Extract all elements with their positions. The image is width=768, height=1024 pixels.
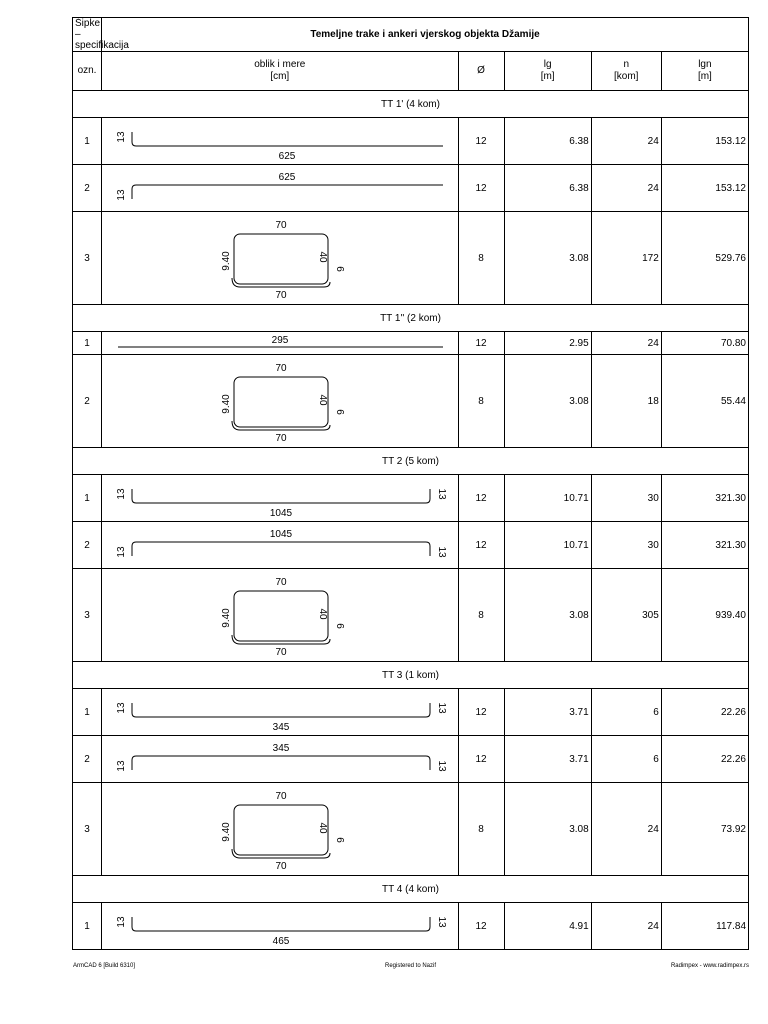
cell-n: 6: [591, 736, 661, 783]
stirrup-width-top-label: 70: [275, 577, 287, 588]
cell-lg: 10.71: [504, 475, 591, 522]
cell-ozn: 1: [73, 475, 102, 522]
cell-n: 172: [591, 212, 661, 305]
col-header-lgn-unit: [m]: [697, 71, 712, 82]
cell-lg: 4.91: [504, 903, 591, 950]
group-title: TT 1' (4 kom): [73, 91, 749, 118]
group-title: TT 2 (5 kom): [73, 448, 749, 475]
stirrup-outline: [234, 234, 328, 284]
cell-lgn: 22.26: [661, 736, 748, 783]
bar-line: [132, 756, 430, 770]
hook-left-label: 13: [116, 488, 128, 500]
stirrup-outline: [234, 805, 328, 855]
sheet-title: Temeljne trake i ankeri vjerskog objekta Džamije: [102, 18, 749, 52]
hook-right-label: 13: [436, 546, 448, 558]
group-header-row: [73, 448, 749, 475]
cell-lgn: 55.44: [661, 355, 748, 448]
bar-shape-drawing: [102, 118, 458, 164]
bar-length-label: 1045: [269, 529, 293, 540]
cell-lg: 3.08: [504, 569, 591, 662]
stirrup-height-left-label: 9.40: [221, 822, 233, 842]
table-row: [73, 689, 749, 736]
cell-lg: 3.08: [504, 783, 591, 876]
cell-n: 18: [591, 355, 661, 448]
stirrup-height-right-label: 40: [317, 394, 329, 406]
footer-vendor: Radimpex - www.radimpex.rs: [670, 963, 749, 969]
col-header-diameter: Ø: [458, 52, 504, 91]
bar-shape-drawing: [102, 355, 458, 447]
table-row: [73, 355, 749, 448]
cell-lg: 3.71: [504, 689, 591, 736]
table-row: [73, 475, 749, 522]
table-row: [73, 783, 749, 876]
cell-lgn: 153.12: [661, 118, 748, 165]
hook-right-label: 13: [436, 760, 448, 772]
table-row: [73, 522, 749, 569]
group-header-row: [73, 876, 749, 903]
col-header-n-label: n: [623, 59, 630, 70]
hook-right-label: 13: [436, 488, 448, 500]
table-row: [73, 903, 749, 950]
bar-shape-drawing: [102, 903, 458, 949]
cell-lg: 3.08: [504, 355, 591, 448]
hook-length-label: 13: [116, 189, 128, 201]
specification-sheet: [72, 17, 749, 950]
column-header-row: [73, 52, 749, 91]
cell-lgn: 73.92: [661, 783, 748, 876]
sheet-label: Šipke – specifikacija: [73, 18, 102, 52]
cell-lg: 6.38: [504, 118, 591, 165]
stirrup-hook-label: 6: [334, 623, 346, 629]
cell-shape: [102, 332, 458, 355]
stirrup-height-left-label: 9.40: [221, 608, 233, 628]
bar-line: [132, 703, 430, 717]
cell-lg: 10.71: [504, 522, 591, 569]
cell-n: 30: [591, 522, 661, 569]
stirrup-hook-label: 6: [334, 266, 346, 272]
bar-line: [132, 185, 443, 199]
col-header-lgn: [661, 52, 748, 91]
cell-lgn: 117.84: [661, 903, 748, 950]
stirrup-width-bottom-label: 70: [275, 647, 287, 658]
bar-shape-drawing: [102, 736, 458, 782]
stirrup-width-bottom-label: 70: [275, 861, 287, 872]
cell-diameter: 12: [458, 332, 504, 355]
bar-shape-drawing: [102, 522, 458, 568]
stirrup-width-top-label: 70: [275, 220, 287, 231]
table-row: [73, 569, 749, 662]
bar-length-label: 345: [272, 743, 290, 754]
stirrup-height-left-label: 9.40: [221, 251, 233, 271]
bar-shape-drawing: [102, 689, 458, 735]
cell-diameter: 12: [458, 165, 504, 212]
cell-ozn: 2: [73, 736, 102, 783]
cell-diameter: 12: [458, 736, 504, 783]
stirrup-width-top-label: 70: [275, 791, 287, 802]
hook-left-label: 13: [116, 760, 128, 772]
stirrup-outline: [234, 591, 328, 641]
stirrup-height-right-label: 40: [317, 608, 329, 620]
stirrup-hook-label: 6: [334, 409, 346, 415]
cell-lgn: 321.30: [661, 522, 748, 569]
cell-lgn: 153.12: [661, 165, 748, 212]
col-header-ozn: ozn.: [73, 52, 102, 91]
table-row: [73, 118, 749, 165]
bar-length-label: 345: [272, 722, 290, 733]
cell-ozn: 2: [73, 165, 102, 212]
group-title: TT 3 (1 kom): [73, 662, 749, 689]
col-header-n-unit: [kom]: [614, 71, 639, 82]
bar-line: [132, 542, 430, 556]
bar-shape-drawing: [102, 569, 458, 661]
bar-line: [132, 917, 430, 931]
stirrup-width-bottom-label: 70: [275, 290, 287, 301]
cell-lgn: 321.30: [661, 475, 748, 522]
bar-shape-drawing: [102, 783, 458, 875]
col-header-shape: [102, 52, 458, 91]
table-row: [73, 332, 749, 355]
cell-shape: [102, 903, 458, 950]
cell-diameter: 12: [458, 118, 504, 165]
cell-diameter: 12: [458, 522, 504, 569]
group-header-row: [73, 91, 749, 118]
cell-shape: [102, 736, 458, 783]
bar-specification-table: [72, 17, 749, 950]
group-header-row: [73, 305, 749, 332]
cell-ozn: 1: [73, 118, 102, 165]
hook-left-label: 13: [116, 916, 128, 928]
cell-diameter: 12: [458, 689, 504, 736]
stirrup-overlap: [232, 421, 330, 430]
bar-shape-drawing: [102, 212, 458, 304]
cell-n: 305: [591, 569, 661, 662]
cell-ozn: 1: [73, 903, 102, 950]
cell-lg: 3.08: [504, 212, 591, 305]
cell-shape: [102, 212, 458, 305]
cell-diameter: 12: [458, 903, 504, 950]
table-row: [73, 165, 749, 212]
hook-left-label: 13: [116, 546, 128, 558]
hook-length-label: 13: [116, 131, 128, 143]
stirrup-height-right-label: 40: [317, 251, 329, 263]
bar-shape-drawing: [102, 475, 458, 521]
hook-right-label: 13: [436, 916, 448, 928]
cell-ozn: 1: [73, 689, 102, 736]
cell-shape: [102, 165, 458, 212]
footer-software: ArmCAD 6 [Build 6310]: [73, 963, 136, 969]
cell-lgn: 22.26: [661, 689, 748, 736]
col-header-shape-unit: [cm]: [270, 71, 290, 82]
stirrup-overlap: [232, 849, 330, 858]
stirrup-overlap: [232, 635, 330, 644]
bar-length-label: 625: [278, 172, 296, 183]
bar-line: [132, 489, 430, 503]
cell-shape: [102, 118, 458, 165]
col-header-lg-unit: [m]: [540, 71, 555, 82]
cell-n: 24: [591, 332, 661, 355]
cell-diameter: 8: [458, 355, 504, 448]
stirrup-height-left-label: 9.40: [221, 394, 233, 414]
group-title: TT 4 (4 kom): [73, 876, 749, 903]
table-row: [73, 736, 749, 783]
stirrup-hook-label: 6: [334, 837, 346, 843]
cell-n: 24: [591, 118, 661, 165]
col-header-shape-label: oblik i mere: [254, 59, 306, 70]
stirrup-overlap: [232, 278, 330, 287]
bar-length-label: 295: [271, 335, 289, 346]
bar-line: [132, 132, 443, 146]
hook-left-label: 13: [116, 702, 128, 714]
cell-ozn: 2: [73, 355, 102, 448]
cell-ozn: 1: [73, 332, 102, 355]
cell-diameter: 8: [458, 212, 504, 305]
cell-shape: [102, 522, 458, 569]
stirrup-outline: [234, 377, 328, 427]
footer-registration: Registered to Nazif: [385, 963, 437, 969]
col-header-n: [591, 52, 661, 91]
cell-ozn: 2: [73, 522, 102, 569]
col-header-lgn-label: lgn: [698, 59, 712, 70]
cell-n: 30: [591, 475, 661, 522]
cell-shape: [102, 783, 458, 876]
cell-lgn: 939.40: [661, 569, 748, 662]
cell-n: 24: [591, 783, 661, 876]
stirrup-height-right-label: 40: [317, 822, 329, 834]
cell-shape: [102, 569, 458, 662]
cell-shape: [102, 475, 458, 522]
cell-diameter: 8: [458, 569, 504, 662]
bar-length-label: 465: [272, 936, 290, 947]
cell-diameter: 12: [458, 475, 504, 522]
title-row: [73, 18, 749, 52]
group-header-row: [73, 662, 749, 689]
hook-right-label: 13: [436, 702, 448, 714]
cell-lg: 6.38: [504, 165, 591, 212]
cell-ozn: 3: [73, 783, 102, 876]
cell-shape: [102, 355, 458, 448]
cell-diameter: 8: [458, 783, 504, 876]
bar-length-label: 625: [278, 151, 296, 162]
table-row: [73, 212, 749, 305]
cell-ozn: 3: [73, 212, 102, 305]
bar-shape-drawing: [102, 165, 458, 211]
cell-lg: 2.95: [504, 332, 591, 355]
stirrup-width-bottom-label: 70: [275, 433, 287, 444]
cell-lgn: 529.76: [661, 212, 748, 305]
cell-n: 24: [591, 165, 661, 212]
bar-shape-drawing: [102, 332, 458, 354]
col-header-lg: [504, 52, 591, 91]
cell-lgn: 70.80: [661, 332, 748, 355]
cell-lg: 3.71: [504, 736, 591, 783]
bar-length-label: 1045: [269, 508, 293, 519]
cell-n: 24: [591, 903, 661, 950]
col-header-lg-label: lg: [543, 59, 552, 70]
group-title: TT 1'' (2 kom): [73, 305, 749, 332]
cell-n: 6: [591, 689, 661, 736]
cell-ozn: 3: [73, 569, 102, 662]
stirrup-width-top-label: 70: [275, 363, 287, 374]
cell-shape: [102, 689, 458, 736]
